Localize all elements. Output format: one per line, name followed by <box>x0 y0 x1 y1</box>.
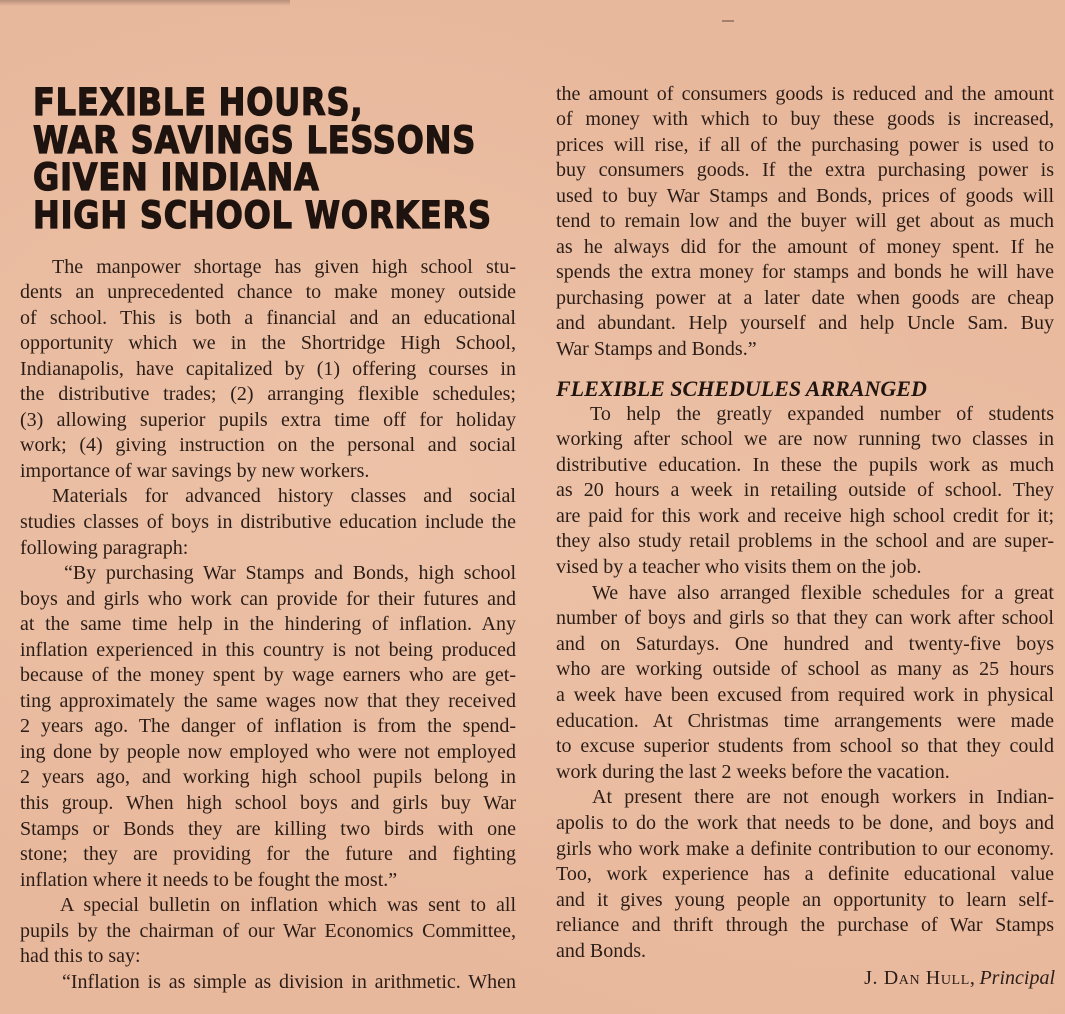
text-line: pupils by the chairman of our War Economics Committee, <box>20 919 516 942</box>
text-line: used to buy War Stamps and Bonds, prices of goods will <box>556 184 1054 207</box>
text-line: buy consumers goods. If the extra purchasing power is <box>556 159 1054 181</box>
text-line: inflation experienced in this country is not being produced <box>20 638 516 661</box>
text-line: Materials for advanced history classes and social <box>52 485 516 508</box>
text-line: of money with which to buy these goods is increased, <box>556 108 1054 130</box>
text-line: the distributive trades; (2) arranging flexible schedules; <box>20 383 516 406</box>
text-line: to excuse superior students from school so that they could <box>556 735 1054 758</box>
text-line: studies classes of boys in distributive education include the <box>20 510 516 533</box>
text-line: work during the last 2 weeks before the vacation. <box>556 760 950 783</box>
text-line: are paid for this work and receive high school credit for it; <box>556 504 1054 527</box>
text-line: following paragraph: <box>20 536 189 559</box>
headline-line: WAR SAVINGS LESSONS <box>33 117 477 163</box>
text-line: 2 years ago. The danger of inflation is from the spend- <box>20 715 516 738</box>
text-line: at the same time help in the hindering of inflation. Any <box>20 613 516 636</box>
headline-line: HIGH SCHOOL WORKERS <box>33 192 492 238</box>
text-line: War Stamps and Bonds.” <box>556 337 757 360</box>
text-line: education. At Christmas time arrangements were made <box>556 709 1054 732</box>
paragraph <box>556 402 1054 581</box>
text-line: purchasing power at a later date when goods are cheap <box>556 286 1054 309</box>
text-line: Indianapolis, have capitalized by (1) offering courses in <box>20 357 516 380</box>
text-line: opportunity which we in the Shortridge High School, <box>20 332 516 355</box>
headline-line: FLEXIBLE HOURS, <box>33 79 364 125</box>
text-line: Stamps or Bonds they are killing two birds with one <box>20 817 516 840</box>
text-line: A special bulletin on inflation which was sent to all <box>60 894 516 917</box>
text-line: inflation where it needs to be fought the most.” <box>20 868 398 891</box>
text-line: The manpower shortage has given high school stu- <box>52 255 516 278</box>
paragraph <box>556 581 1054 786</box>
text-line: who are working outside of school as many as 25 hours <box>556 658 1054 681</box>
text-line: Too, work experience has a definite educational value <box>556 863 1054 886</box>
right-column-continued <box>556 82 1054 363</box>
text-line: spends the extra money for stamps and bonds he will have <box>556 261 1054 283</box>
text-line: We have also arranged flexible schedules for a great <box>592 581 1054 604</box>
text-line: of school. This is both a financial and an educational <box>20 306 516 329</box>
signature <box>864 966 1055 992</box>
text-line: and it gives young people an opportunity to learn self- <box>556 888 1054 911</box>
text-line: stone; they are providing for the future and fighting <box>20 843 516 866</box>
paragraph <box>20 893 516 970</box>
text-line: At present there are not enough workers in Indian- <box>592 786 1054 809</box>
text-line: distributive education. In these the pupils work as much <box>556 453 1054 476</box>
text-line: number of boys and girls so that they can work after school <box>556 607 1054 630</box>
text-line: had this to say: <box>20 945 141 968</box>
text-line: prices will rise, if all of the purchasing power is used to <box>556 133 1054 156</box>
quoted-paragraph <box>20 561 516 893</box>
text-line: reliance and thrift through the purchase of War Stamps <box>556 914 1054 937</box>
text-line: they also study retail problems in the school and are super- <box>556 530 1054 553</box>
text-line: the amount of consumers goods is reduced and the amount <box>556 82 1054 105</box>
headline <box>33 79 492 238</box>
text-line: To help the greatly expanded number of students <box>590 402 1054 425</box>
page-mark <box>722 20 734 22</box>
scan-edge-shadow <box>0 0 290 6</box>
text-line: vised by a teacher who visits them on the job. <box>556 556 922 579</box>
text-line: working after school we are now running two classes in <box>556 428 1054 451</box>
text-line: work; (4) giving instruction on the personal and social <box>20 434 516 457</box>
headline-line: GIVEN INDIANA <box>33 154 320 200</box>
section-subheading: FLEXIBLE SCHEDULES ARRANGED <box>556 375 927 401</box>
text-line: ting approximately the same wages now that they received <box>20 689 516 712</box>
text-line: as 20 hours a week in retailing outside of school. They <box>556 479 1054 502</box>
paragraph <box>20 484 516 561</box>
text-line: (3) allowing superior pupils extra time off for holiday <box>20 408 516 431</box>
text-line: because of the money spent by wage earners who are get- <box>20 664 516 687</box>
quoted-paragraph <box>20 970 516 996</box>
right-column <box>556 402 1054 965</box>
text-line: apolis to do the work that needs to be done, and boys and <box>556 812 1054 834</box>
text-line: boys and girls who work can provide for their futures and <box>20 587 516 610</box>
paragraph <box>20 255 516 485</box>
text-line: “By purchasing War Stamps and Bonds, high school <box>64 562 516 585</box>
text-line: and abundant. Help yourself and help Uncle Sam. Buy <box>556 312 1054 334</box>
text-line: girls who work make a definite contribution to our economy. <box>556 837 1054 860</box>
text-line: “Inflation is as simple as division in arithmetic. When <box>62 970 516 993</box>
paragraph <box>556 785 1054 964</box>
text-line: and on Saturdays. One hundred and twenty-five boys <box>556 632 1054 655</box>
text-line: this group. When high school boys and girls buy War <box>20 791 516 814</box>
text-line: and Bonds. <box>556 939 646 962</box>
signature-title: Principal <box>979 967 1055 989</box>
text-line: importance of war savings by new workers. <box>20 459 370 482</box>
signature-name: J. Dan Hull, <box>864 967 976 989</box>
left-column <box>20 255 516 996</box>
text-line: tend to remain low and the buyer will get about as much <box>556 210 1054 232</box>
text-line: dents an unprecedented chance to make money outside <box>20 281 516 304</box>
text-line: 2 years ago, and working high school pupils belong in <box>20 766 516 789</box>
text-line: ing done by people now employed who were not employed <box>20 740 516 763</box>
text-line: as he always did for the amount of money spent. If he <box>556 235 1054 258</box>
text-line: a week have been excused from required work in physical <box>556 684 1054 707</box>
